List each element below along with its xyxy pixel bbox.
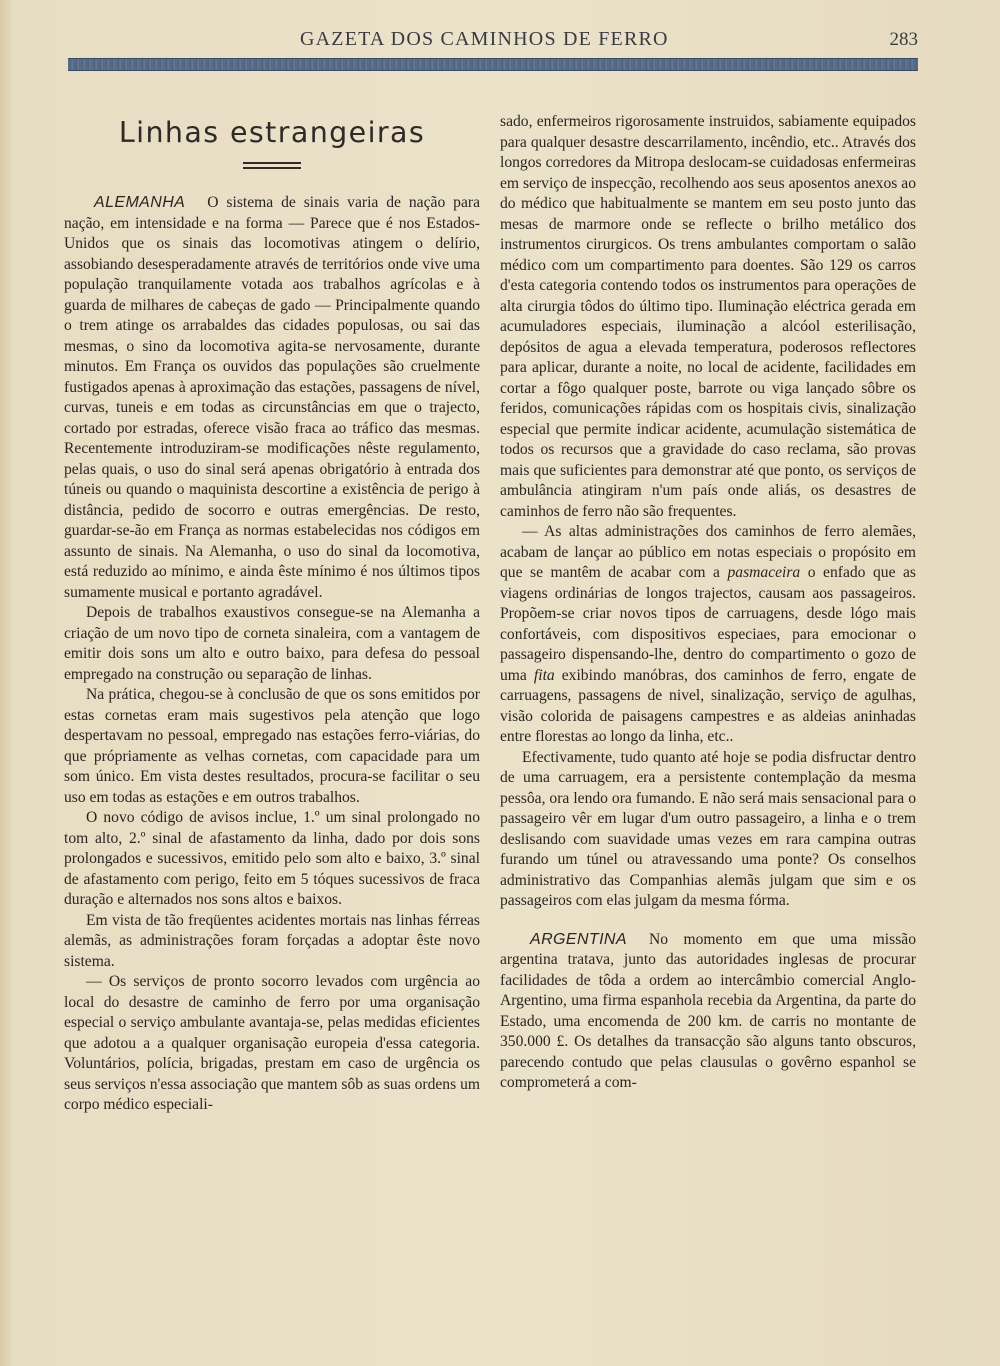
argentina-paragraph-1-text: No momento em que uma missão argentina tratava, junto das autoridades inglesas de procurar facilidades de tôda a ordem ao intercâmbio comercial Anglo-Argentino, uma firma espanhola recebia da Argentina, da parte do Estado, uma encomenda de 200 km. de carris no montante de 350.000 £. Os detalhes da transacção são alguns tanto obscuros, parecendo contudo que pelas clausulas o govêrno espanhol se comprometerá a com- bbox=[500, 930, 916, 1091]
section-head-argentina: ARGENTINA bbox=[530, 930, 627, 948]
column-left bbox=[64, 110, 480, 1116]
p7-text-a: — As altas administrações dos caminhos de ferro alemães, acabam de lançar ao público em notas especiais o propósito em que se mantêm de acabar com a bbox=[500, 523, 916, 581]
alemanha-paragraph-4: O novo código de avisos inclue, 1.º um sinal prolongado no tom alto, 2.º sinal de afastamento da linha, dado por dois sons prolongados e sucessivos, emitido pelo som alto e baixo, 3.º sinal de afastamento com perigo, feito em 5 tóques sucessivos de fraca duração e alternados nos sons altos e baixos. bbox=[64, 809, 480, 908]
alemanha-paragraph-7 bbox=[500, 522, 916, 748]
alemanha-paragraph-5: Em vista de tão freqüentes acidentes mortais nas linhas férreas alemãs, as administrações foram forçadas a adoptar êste novo sistema. bbox=[64, 911, 480, 970]
argentina-paragraph-1 bbox=[500, 930, 916, 1094]
column-right bbox=[500, 112, 916, 1094]
alemanha-paragraph-3: Na prática, chegou-se à conclusão de que os sons emitidos por estas cornetas eram mais sugestivos pela atenção que logo despertavam no pessoal, empregado nas estações ferro-viárias, do que própriamente as velhas cornetas, com capacidade para um som único. Em vista destes resultados, procura-se facilitar o seu uso em todas as estações e em outros trabalhos. bbox=[64, 686, 480, 806]
alemanha-paragraph-6-continued: sado, enfermeiros rigorosamente instruidos, sabiamente equipados para qualquer desastre descarrilamento, incêndio, etc.. Através dos longos corredores da Mitropa deslocam-se cuidadosas enfermeiras em serviço de inspecção, recolhendo aos seus aposentos anexos ao do médico que habitualmente se mantem em seu posto junto das mesas de marmore onde se reflecte o brilho metálico dos instrumentos cirurgicos. Os trens ambulantes comportam o salão médico com um compartimento para doentes. São 129 os carros d'esta categoria contendo todos os instrumentos para operações de alta cirurgia tôdos do último tipo. Iluminação eléctrica gerada em acumuladores especiais, iluminação a alcóol esterilisação, depósitos de agua a elevada temperatura, poderosos reflectores para aplicar, durante a noite, no local de acidente, facilidades em cortar a fôgo qualquer poste, barrote ou viga lançado sôbre os feridos, comunicações rápidas com os hospitais civis, sinalização especial que permite indicar acidente, acumulação sistemática de todos os recursos que a gravidade do caso reclama, são provas mais que suficientes para demonstrar até que ponto, os serviços de ambulância atingiram n'um país onde aliás, os desastres de caminhos de ferro não são frequentes. bbox=[500, 113, 916, 520]
publication-title: GAZETA DOS CAMINHOS DE FERRO bbox=[300, 28, 669, 50]
alemanha-paragraph-1-text: O sistema de sinais varia de nação para nação, em intensidade e na forma — Parece que é nos Estados-Unidos que os sinais das locomotivas atingem o delírio, assobiando desesperadamente através de territórios onde vive uma população tranquilamente votada aos trabalhos agrícolas e à guarda de milhares de cabeças de gado — Principalmente quando o trem atinge os arrabaldes das cidades populosas, ou sai das mesmas, o sino da locomotiva agita-se nervosamente, durante minutos. Em França os ouvidos das populações são cruelmente fustigados apenas à aproximação das estações, passagens de nível, curvas, tuneis e em todas as circunstâncias em que o trajecto, cortado por estradas, oferece visão fraca ao tráfico das mesmas. Recentemente introduziram-se modificações nêste regulamento, pelas quais, o uso do sinal será apenas obrigatório à entrada dos túneis ou quando o maquinista descortine a existência de perigo à distância, pedido de socorro e outras emergências. De resto, guardar-se-ão em França as normas estabelecidas nos códigos em assunto de sinais. Na Alemanha, o uso do sinal da locomotiva, está reduzido ao mínimo, e ainda êste mínimo é nos últimos tipos sumamente musical e portanto agradável. bbox=[64, 194, 480, 601]
alemanha-paragraph-6-start: — Os serviços de pronto socorro levados com urgência ao local do desastre de caminho de ferro por uma organisação especial o serviço ambulante avantaja-se, pelas medidas eficientes que adotou a a qualquer organisação europeia d'essa categoria. Voluntários, polícia, brigadas, prestam em caso de urgência os seus serviços n'essa associação que mantem sôb as suas ordens um corpo médico especiali- bbox=[64, 973, 480, 1113]
p7-text-b: o enfado que as viagens ordinárias de longos trajectos, causam aos passageiros. Propõem-se criar novos tipos de carruagens, desde lógo mais confortáveis, com dispositivos especiaes, para emocionar o passageiro dispensando-lhe, dentro do compartimento o gozo de uma bbox=[500, 564, 916, 684]
alemanha-paragraph-1 bbox=[64, 193, 480, 603]
section-head-alemanha: ALEMANHA bbox=[94, 194, 186, 211]
p7-emphasis-fita: fita bbox=[533, 666, 555, 684]
p7-emphasis-pasmaceira: pasmaceira bbox=[727, 564, 801, 581]
header-rule bbox=[68, 58, 918, 71]
page-header bbox=[66, 26, 918, 48]
alemanha-paragraph-2: Depois de trabalhos exaustivos consegue-se na Alemanha a criação de um novo tipo de corneta sinaleira, com a vantagem de emitir dois sons um alto e outro baixo, para defesa do pessoal empregado na construção ou separação de linhas. bbox=[64, 604, 480, 683]
alemanha-paragraph-8: Efectivamente, tudo quanto até hoje se podia disfructar dentro de uma carruagem, era a persistente contemplação da mesma pessôa, ora lendo ora fumando. E não será mais sensacional para o passageiro vêr em lugar d'um outro passageiro, a linha e o trem deslisando com suavidade umas vezes em rara campina outras furando um túnel ou atravessando uma ponte? Os conselhos administrativo das Companhias alemãs julgam que sim e os passageiros com elas julgam da mesma fórma. bbox=[500, 748, 916, 909]
page-number: 283 bbox=[889, 29, 918, 50]
article-title: Linhas estrangeiras bbox=[118, 116, 426, 149]
title-rule bbox=[243, 162, 301, 169]
p7-text-c: exibindo manóbras, dos caminhos de ferro, engate de carruagens, passagens de nivel, sinalização, serviço de agulhas, visão colorida de paisagens campestres e as aldeias aninhadas entre florestas ao longo da linha, etc.. bbox=[500, 666, 916, 745]
